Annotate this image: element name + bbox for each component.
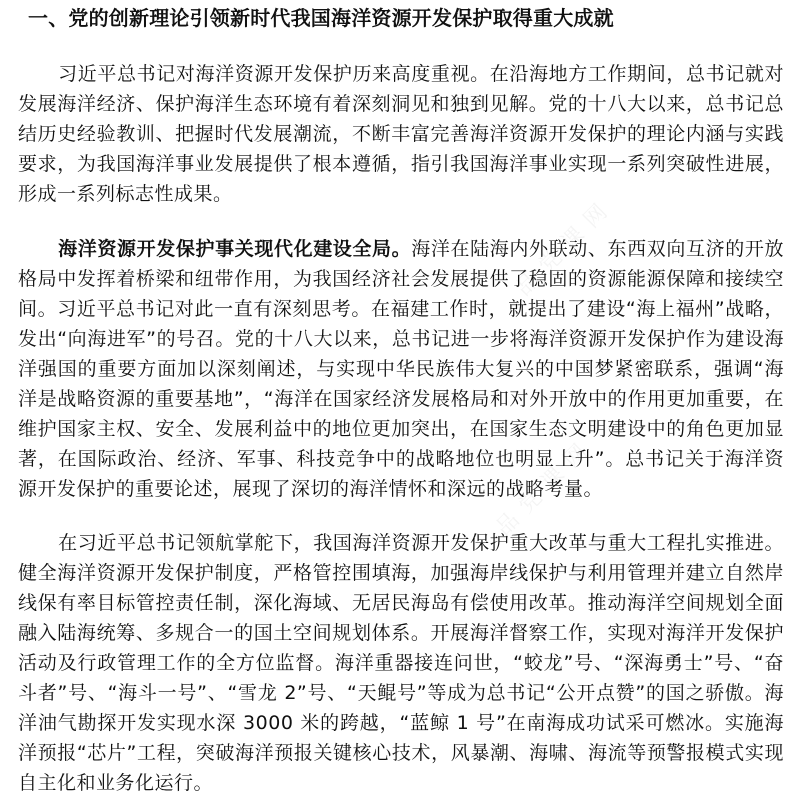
paragraph-1 xyxy=(18,59,784,209)
paragraph-text: 海洋在陆海内外联动、东西双向互济的开放格局中发挥着桥梁和纽带作用，为我国经济社会发展提供了稳固的资源能源保障和接续空间。习近平总书记对此一直有深刻思考。在福建工作时，就提出了建设“海上福州”战略，发出“向海进军”的号召。党的十八大以来，总书记进一步将海洋资源开发保护作为建设海洋强国的重要方面加以深刻阐述，与实现中华民族伟大复兴的中国梦紧密联系，强调“海洋是战略资源的重要基地”，“海洋在国家经济发展格局和对外开放中的作用更加重要，在维护国家主权、安全、发展利益中的地位更加突出，在国家生态文明建设中的角色更加显著，在国际政治、经济、军事、科技竞争中的战略地位也明显上升”。总书记关于海洋资源开发保护的重要论述，展现了深切的海洋情怀和深远的战略考量。 xyxy=(18,238,784,500)
paragraph-3 xyxy=(18,528,784,798)
paragraph-text: 在习近平总书记领航掌舵下，我国海洋资源开发保护重大改革与重大工程扎实推进。健全海洋资源开发保护制度，严格管控围填海，加强海岸线保护与利用管理并建立自然岸线保有率目标管控责任制，深化海域、无居民海岛有偿使用改革。推动海洋空间规划全面融入陆海统筹、多规合一的国土空间规划体系。开展海洋督察工作，实现对海洋开发保护活动及行政管理工作的全方位监督。海洋重器接连问世，“蛟龙”号、“深海勇士”号、“奋斗者”号、“海斗一号”、“雪龙 2”号、“天鲲号”等成为总书记“公开点赞”的国之骄傲。海洋油气勘探开发实现水深 3000 米的跨越，“蓝鲸 1 号”在南海成功试采可燃冰。实施海洋预报“芯片”工程，突破海洋预报关键核心技术，风暴潮、海啸、海流等预警报模式实现自主化和业务化运行。 xyxy=(18,532,784,794)
watermark: 品党课网 xyxy=(491,432,600,542)
section-heading: 一、党的创新理论引领新时代我国海洋资源开发保护取得重大成就 xyxy=(28,6,614,30)
paragraph-text: 习近平总书记对海洋资源开发保护历来高度重视。在沿海地方工作期间，总书记就对发展海洋经济、保护海洋生态环境有着深刻洞见和独到见解。党的十八大以来，总书记总结历史经验教训、把握时代发展潮流，不断丰富完善海洋资源开发保护的理论内涵与实践要求，为我国海洋事业发展提供了根本遵循，指引我国海洋事业实现一系列突破性进展，形成一系列标志性成果。 xyxy=(18,63,784,205)
paragraph-2 xyxy=(18,234,784,504)
paragraph-lead: 海洋资源开发保护事关现代化建设全局。 xyxy=(58,238,412,260)
watermark: 品党课网 xyxy=(511,192,620,302)
